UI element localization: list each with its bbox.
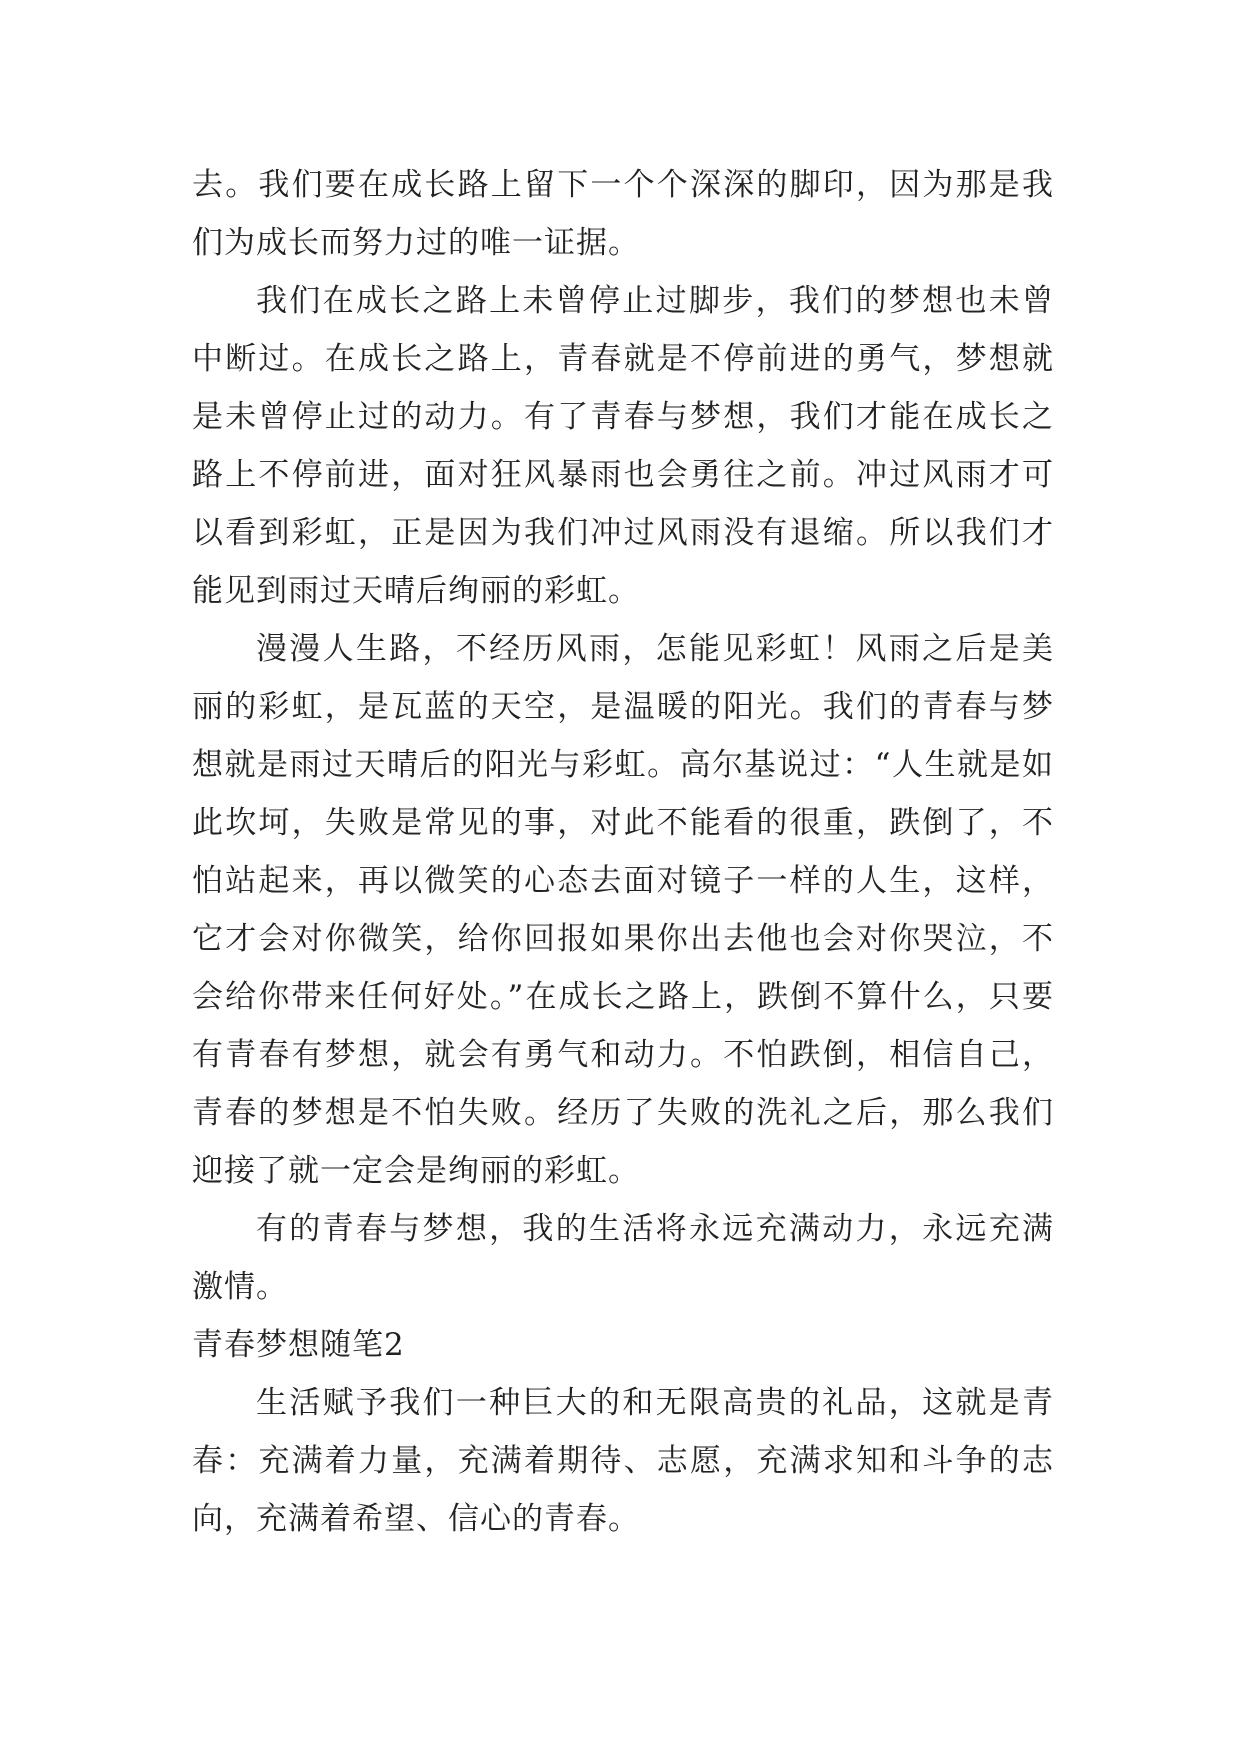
paragraph-youth-gift: 生活赋予我们一种巨大的和无限高贵的礼品，这就是青春：充满着力量，充满着期待、志愿，充满求知和斗争的志向，充满着希望、信心的青春。 [192, 1385, 1054, 1537]
paragraph-rainbow: 漫漫人生路，不经历风雨，怎能见彩虹！风雨之后是美丽的彩虹，是瓦蓝的天空，是温暖的阳光。我们的青春与梦想就是雨过天晴后的阳光与彩虹。高尔基说过：“人生就是如此坎坷，失败是常见的事，对此不能看的很重，跌倒了，不怕站起来，再以微笑的心态去面对镜子一样的人生，这样，它才会对你微笑，给你回报如果你出去他也会对你哭泣，不会给你带来任何好处。”在成长之路上，跌倒不算什么，只要有青春有梦想，就会有勇气和动力。不怕跌倒，相信自己，青春的梦想是不怕失败。经历了失败的洗礼之后，那么我们迎接了就一定会是绚丽的彩虹。 [192, 631, 1054, 1189]
section-title: 青春梦想随笔2 [192, 1327, 405, 1363]
paragraph-growth-road: 我们在成长之路上未曾停止过脚步，我们的梦想也未曾中断过。在成长之路上，青春就是不停前进的勇气，梦想就是未曾停止过的动力。有了青春与梦想，我们才能在成长之路上不停前进，面对狂风暴雨也会勇往之前。冲过风雨才可以看到彩虹，正是因为我们冲过风雨没有退缩。所以我们才能见到雨过天晴后绚丽的彩虹。 [192, 283, 1054, 609]
paragraph-conclusion: 有的青春与梦想，我的生活将永远充满动力，永远充满激情。 [192, 1211, 1054, 1305]
document-body [192, 156, 1054, 1548]
paragraph-continuation: 去。我们要在成长路上留下一个个深深的脚印，因为那是我们为成长而努力过的唯一证据。 [192, 167, 1054, 261]
